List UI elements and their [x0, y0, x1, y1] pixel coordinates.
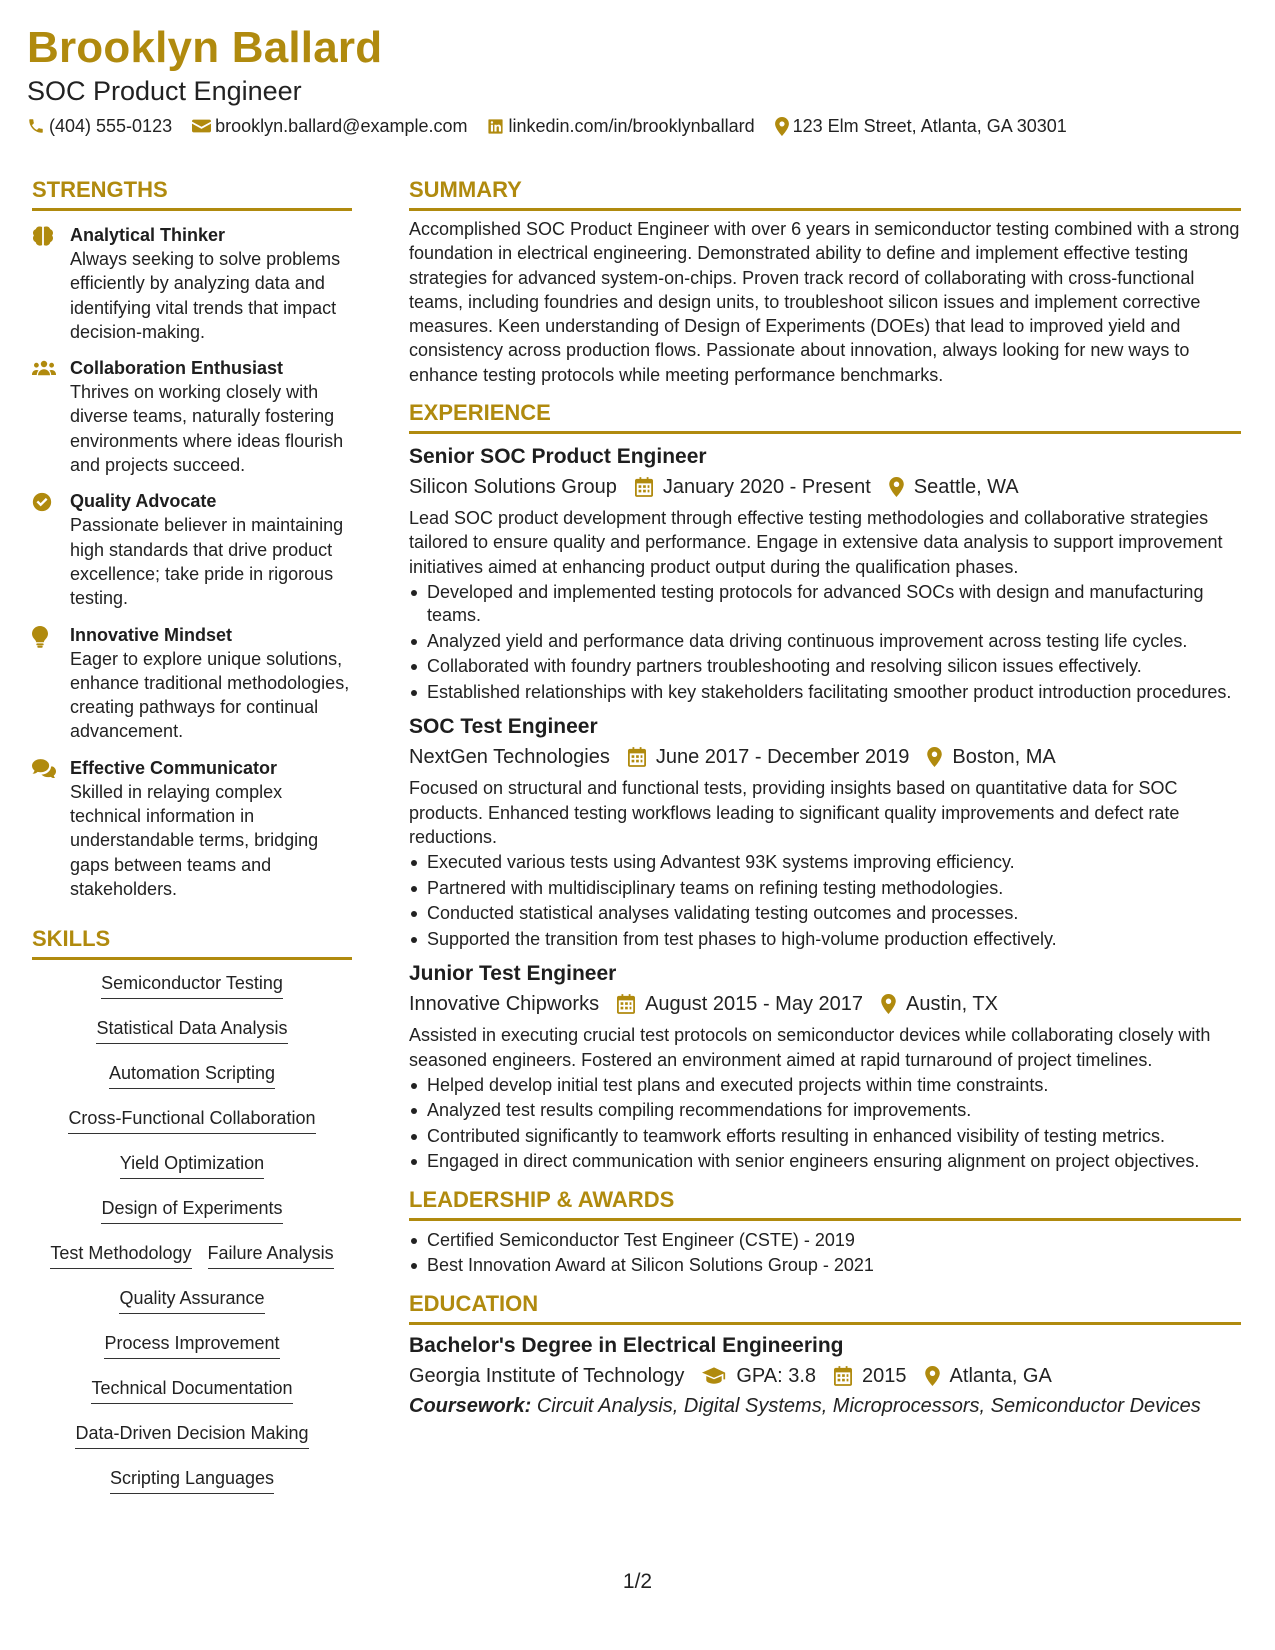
calendar-icon [834, 1366, 852, 1386]
linkedin-icon [487, 118, 504, 135]
job-meta [409, 989, 1241, 1019]
left-column [32, 172, 352, 1510]
strength-desc: Always seeking to solve problems efficiently by analyzing data and identifying vital trends that impact decision-making. [70, 249, 341, 342]
summary-heading: SUMMARY [409, 172, 1241, 211]
job-bullet: Engaged in direct communication with senior engineers ensuring alignment on project objectives. [409, 1150, 1241, 1174]
job-bullet: Executed various tests using Advantest 93K systems improving efficiency. [409, 851, 1241, 875]
comments-icon [32, 759, 56, 778]
map-marker-icon [881, 994, 896, 1014]
calendar-icon [635, 477, 653, 497]
job-bullets [409, 581, 1241, 705]
strength-desc: Thrives on working closely with diverse teams, naturally fostering environments where ideas flourish and projects succeed. [70, 382, 344, 476]
skill-tag: Scripting Languages [110, 1465, 274, 1494]
users-icon [32, 360, 56, 376]
skill-tag: Statistical Data Analysis [96, 1015, 287, 1044]
strength-title: Quality Advocate [70, 491, 217, 512]
job-bullets [409, 1074, 1241, 1174]
skill-tag: Semiconductor Testing [101, 970, 283, 999]
graduation-cap-icon [702, 1367, 726, 1385]
edu-location: Atlanta, GA [949, 1364, 1052, 1387]
job-bullet: Contributed significantly to teamwork efforts resulting in enhanced visibility of testing metrics. [409, 1125, 1241, 1149]
experience-heading: EXPERIENCE [409, 395, 1241, 434]
job-description: Assisted in executing crucial test protocols on semiconductor devices while collaborating closely with seasoned engineers. Fostered an environment aimed at rapid turnaround of project timelines. [409, 1025, 1211, 1070]
contact-bar [27, 114, 1247, 138]
job-title: SOC Test Engineer [409, 715, 598, 739]
job-description: Lead SOC product development through effective testing methodologies and collaborative strategies tailored to ensure quality and performance. Engage in extensive data analysis to support improvement initiatives aimed at enhancing product output during the qualification phases. [409, 508, 1223, 577]
map-marker-icon [925, 1366, 940, 1386]
education-meta [409, 1361, 1241, 1391]
job-location: Austin, TX [906, 993, 998, 1016]
edu-year-wrap [834, 1361, 907, 1391]
job-dates: August 2015 - May 2017 [645, 993, 864, 1016]
address-text: 123 Elm Street, Atlanta, GA 30301 [792, 116, 1067, 136]
job-location: Boston, MA [952, 746, 1056, 769]
education-heading: EDUCATION [409, 1286, 1241, 1325]
contact-email[interactable] [192, 114, 467, 138]
strength-title: Effective Communicator [70, 757, 278, 778]
linkedin-text: linkedin.com/in/brooklynballard [508, 116, 755, 136]
page-number: 1/2 [622, 1570, 653, 1593]
contact-phone[interactable] [27, 114, 172, 138]
strength-item [32, 223, 352, 344]
skill-tag: Cross-Functional Collaboration [68, 1105, 315, 1134]
job-dates: January 2020 - Present [662, 476, 871, 499]
contact-address [775, 114, 1067, 138]
edu-location-wrap [925, 1361, 1052, 1391]
award-item: Certified Semiconductor Test Engineer (CSTE) - 2019 [409, 1229, 1241, 1253]
strength-item [32, 756, 352, 901]
coursework [409, 1391, 1241, 1421]
award-item: Best Innovation Award at Silicon Solutions Group - 2021 [409, 1254, 1241, 1278]
job-bullets [409, 851, 1241, 951]
gpa-wrap [702, 1361, 816, 1391]
leadership-list [409, 1229, 1241, 1278]
strength-title: Innovative Mindset [70, 624, 233, 645]
job-title: Junior Test Engineer [409, 962, 617, 986]
job-meta [409, 472, 1241, 502]
job-bullet: Helped develop initial test plans and executed projects within time constraints. [409, 1074, 1241, 1098]
skill-tag: Technical Documentation [91, 1375, 292, 1404]
skill-tag: Data-Driven Decision Making [75, 1420, 308, 1449]
strength-item [32, 489, 352, 610]
education-entry [409, 1331, 1241, 1421]
job-entry [409, 712, 1241, 951]
degree-title: Bachelor's Degree in Electrical Engineering [409, 1333, 844, 1357]
summary-text: Accomplished SOC Product Engineer with over 6 years in semiconductor testing combined with a strong foundation in electrical engineering. Demonstrated ability to define and implement effective testing strategies for advanced system-on-chips. Proven track record of collaborating with cross-functional teams, including foundries and design units, to troubleshoot silicon issues and implement corrective measures. Keen understanding of Design of Experiments (DOEs) that lead to improved yield and consistency across production flows. Passionate about innovation, always looking for new ways to enhance testing protocols while meeting performance benchmarks. [409, 219, 1240, 385]
skill-tag: Quality Assurance [119, 1285, 264, 1314]
coursework-label: Coursework: [409, 1394, 532, 1417]
job-location: Seattle, WA [913, 476, 1019, 499]
job-dates-wrap [635, 472, 871, 502]
job-entry [409, 959, 1241, 1174]
job-company: Innovative Chipworks [409, 993, 600, 1016]
right-column [409, 172, 1241, 1421]
strength-desc: Eager to explore unique solutions, enhance traditional methodologies, creating pathways for continual advancement. [70, 648, 350, 742]
candidate-title: SOC Product Engineer [27, 76, 302, 106]
candidate-name: Brooklyn Ballard [27, 23, 383, 72]
strengths-list [32, 223, 352, 901]
resume-header [27, 22, 1247, 138]
job-company: NextGen Technologies [409, 746, 610, 769]
job-bullet: Conducted statistical analyses validating testing outcomes and processes. [409, 902, 1241, 926]
envelope-icon [192, 118, 211, 134]
job-bullet: Collaborated with foundry partners troubleshooting and resolving silicon issues effectively. [409, 655, 1241, 679]
job-bullet: Analyzed test results compiling recommendations for improvements. [409, 1099, 1241, 1123]
check-circle-icon [32, 492, 52, 512]
school-name: Georgia Institute of Technology [409, 1364, 685, 1387]
job-meta [409, 742, 1241, 772]
job-bullet: Established relationships with key stakeholders facilitating smoother product introduction procedures. [409, 681, 1241, 705]
job-location-wrap [889, 472, 1019, 502]
job-location-wrap [927, 742, 1055, 772]
job-bullet: Developed and implemented testing protocols for advanced SOCs with design and manufacturing teams. [409, 581, 1241, 628]
gpa-text: GPA: 3.8 [736, 1364, 817, 1387]
skill-tag: Process Improvement [104, 1330, 279, 1359]
phone-text: (404) 555-0123 [49, 116, 173, 136]
job-dates-wrap [628, 742, 910, 772]
contact-linkedin[interactable] [487, 114, 754, 138]
job-bullet: Partnered with multidisciplinary teams on refining testing methodologies. [409, 877, 1241, 901]
job-bullet: Supported the transition from test phases to high-volume production effectively. [409, 928, 1241, 952]
skill-tag: Test Methodology [50, 1240, 191, 1269]
job-description: Focused on structural and functional tests, providing insights based on quantitative data for SOC products. Enhanced testing workflows leading to significant quality improvements and defect rate reductions. [409, 778, 1180, 848]
edu-year: 2015 [862, 1364, 907, 1387]
calendar-icon [628, 747, 646, 767]
strength-desc: Passionate believer in maintaining high standards that drive product excellence; take pride in rigorous testing. [70, 515, 344, 609]
skill-tag: Failure Analysis [208, 1240, 334, 1269]
lightbulb-icon [32, 626, 48, 648]
skills-list [32, 970, 352, 1510]
strength-item [32, 623, 352, 744]
job-dates-wrap [617, 989, 863, 1019]
strength-desc: Skilled in relaying complex technical information in understandable terms, bridging gaps between teams and stakeholders. [70, 781, 319, 899]
skill-tag: Yield Optimization [120, 1150, 264, 1179]
job-entry [409, 442, 1241, 704]
map-marker-icon [889, 477, 904, 497]
phone-icon [27, 117, 45, 135]
leadership-heading: LEADERSHIP & AWARDS [409, 1182, 1241, 1221]
skill-tag: Automation Scripting [109, 1060, 275, 1089]
brain-icon [32, 226, 54, 246]
strength-title: Collaboration Enthusiast [70, 358, 284, 379]
email-text: brooklyn.ballard@example.com [215, 116, 468, 136]
job-location-wrap [881, 989, 998, 1019]
skills-heading: SKILLS [32, 921, 352, 960]
strength-item [32, 356, 352, 477]
map-marker-icon [927, 747, 942, 767]
coursework-text: Circuit Analysis, Digital Systems, Microprocessors, Semiconductor Devices [536, 1394, 1201, 1417]
strength-title: Analytical Thinker [70, 225, 226, 245]
job-dates: June 2017 - December 2019 [655, 746, 910, 769]
map-marker-icon [775, 117, 789, 136]
calendar-icon [617, 994, 635, 1014]
job-title: Senior SOC Product Engineer [409, 445, 707, 469]
job-company: Silicon Solutions Group [409, 476, 617, 499]
skill-tag: Design of Experiments [101, 1195, 282, 1224]
job-bullet: Analyzed yield and performance data driving continuous improvement across testing life cycles. [409, 630, 1241, 654]
strengths-heading: STRENGTHS [32, 172, 352, 211]
